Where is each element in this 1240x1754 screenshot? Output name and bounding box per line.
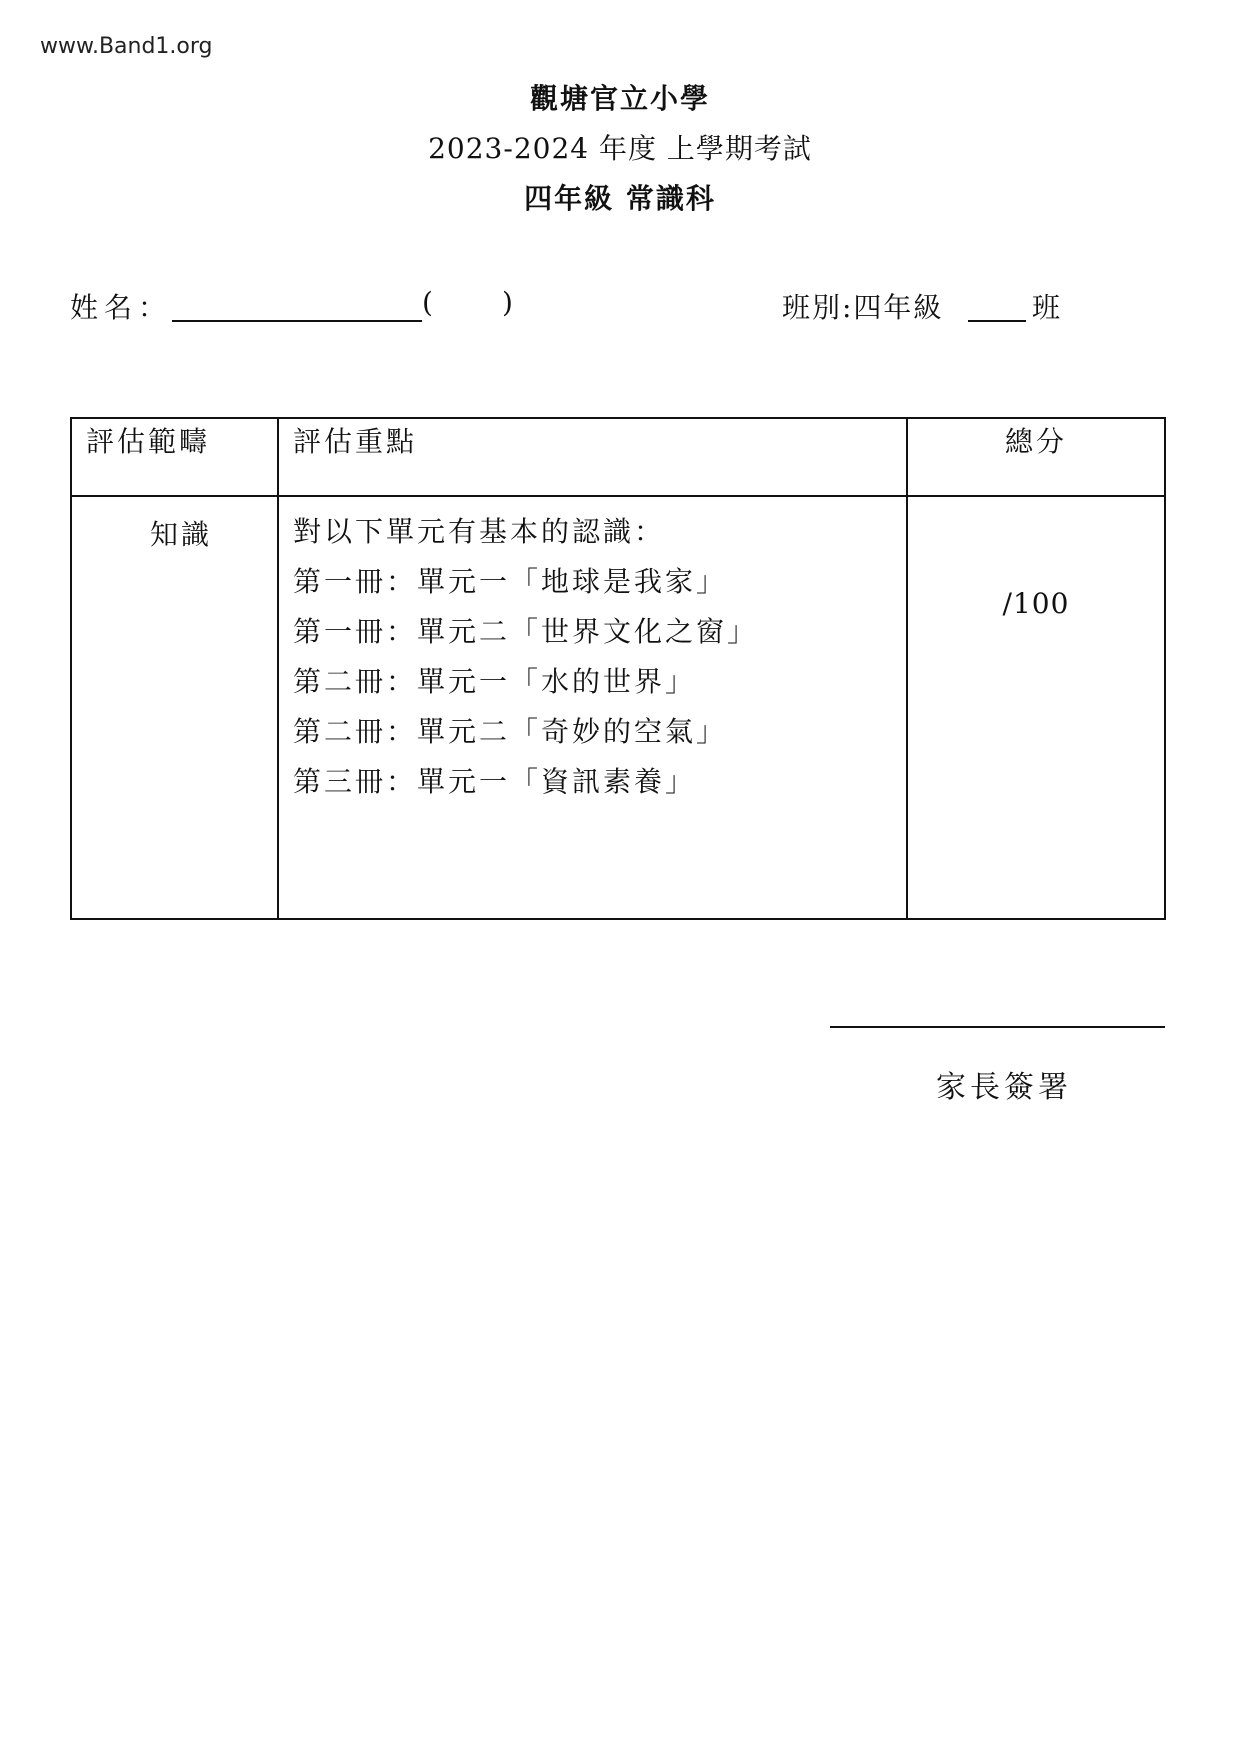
class-label: 班別:四年級 [782,291,944,324]
name-blank-line [172,320,422,322]
parent-signature-label: 家長簽署 [936,1070,1072,1105]
class-number-paren-open: ( [422,286,433,319]
table-row [71,496,1165,919]
class-suffix: 班 [1032,291,1061,324]
class-number-paren-close: ) [502,286,513,319]
exam-title: 2023-2024 年度 上學期考試 [428,132,812,165]
school-name: 觀塘官立小學 [529,82,710,115]
focus-item: 第三冊：單元一「資訊素養」 [293,765,697,798]
document-header [0,74,1240,224]
subject-title: 四年級 常識科 [524,182,716,215]
domain-cell: 知識 [71,496,278,919]
header-domain: 評估範疇 [71,418,278,496]
student-info-row [70,286,1070,326]
name-label: 姓名： [70,291,173,324]
signature-line [830,1026,1165,1028]
class-blank-line [968,320,1026,322]
header-focus: 評估重點 [278,418,907,496]
focus-cell [278,496,907,919]
score-cell: /100 [907,496,1165,919]
assessment-table [70,417,1166,920]
header-total-score: 總分 [907,418,1165,496]
table-header-row [71,418,1165,496]
focus-item: 第一冊：單元二「世界文化之窗」 [293,615,759,648]
focus-item: 第二冊：單元一「水的世界」 [293,665,697,698]
focus-intro: 對以下單元有基本的認識： [293,515,666,548]
focus-item: 第一冊：單元一「地球是我家」 [293,565,728,598]
focus-item: 第二冊：單元二「奇妙的空氣」 [293,715,728,748]
watermark-text: www.Band1.org [40,34,213,59]
